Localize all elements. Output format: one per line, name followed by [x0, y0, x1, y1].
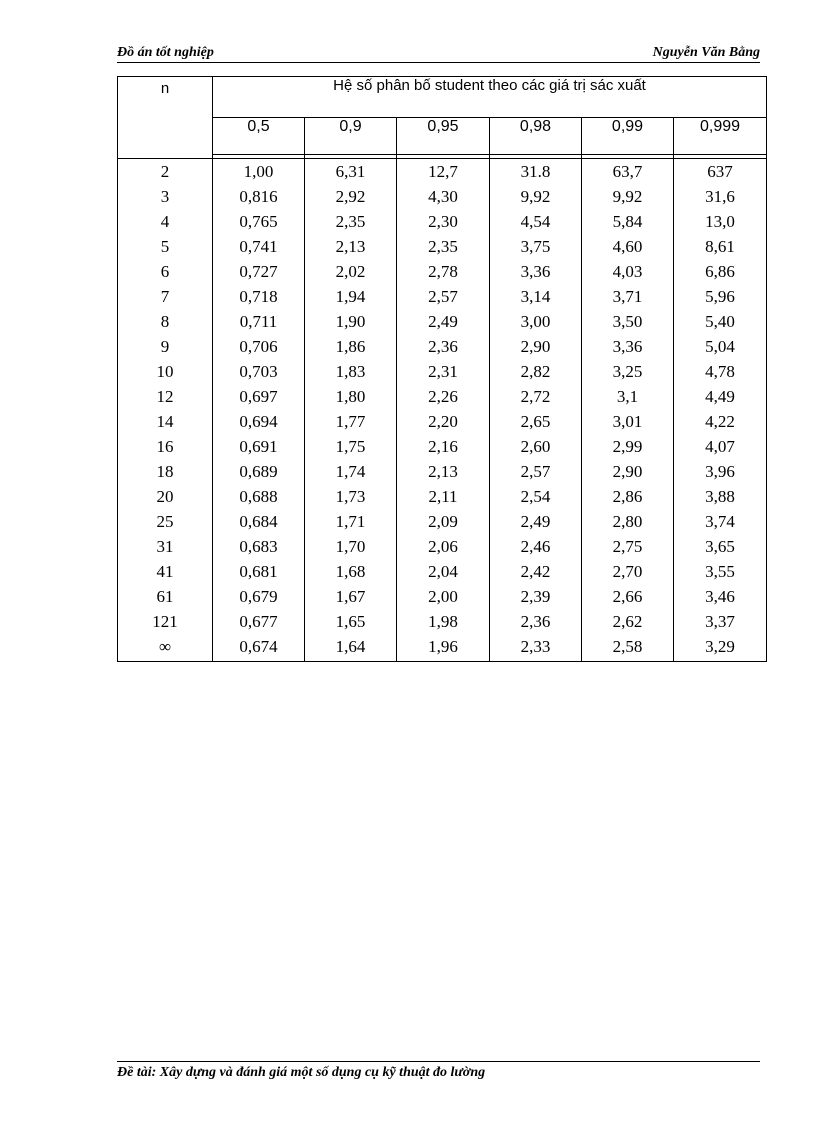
table-row [118, 334, 767, 359]
coefficient-cell: 0,677 [213, 609, 305, 634]
n-value-cell: 14 [118, 409, 213, 434]
coefficient-cell: 3,88 [674, 484, 767, 509]
probability-header: 0,5 [213, 118, 305, 155]
coefficient-cell: 2,54 [490, 484, 582, 509]
coefficient-cell: 31.8 [490, 159, 582, 185]
coefficient-cell: 2,26 [397, 384, 490, 409]
n-value-cell: 12 [118, 384, 213, 409]
n-value-cell: 8 [118, 309, 213, 334]
coefficient-cell: 2,65 [490, 409, 582, 434]
coefficient-cell: 1,83 [305, 359, 397, 384]
coefficient-cell: 0,703 [213, 359, 305, 384]
coefficient-cell: 0,816 [213, 184, 305, 209]
coefficient-cell: 3,01 [582, 409, 674, 434]
coefficient-cell: 2,13 [305, 234, 397, 259]
coefficient-cell: 0,718 [213, 284, 305, 309]
coefficient-cell: 3,55 [674, 559, 767, 584]
n-value-cell: 7 [118, 284, 213, 309]
coefficient-cell: 5,84 [582, 209, 674, 234]
coefficient-cell: 2,30 [397, 209, 490, 234]
table-row [118, 384, 767, 409]
coefficient-cell: 0,706 [213, 334, 305, 359]
table-row [118, 309, 767, 334]
coefficient-cell: 3,29 [674, 634, 767, 662]
coefficient-cell: 4,60 [582, 234, 674, 259]
n-column-header: n [118, 77, 213, 155]
coefficient-cell: 2,04 [397, 559, 490, 584]
coefficient-cell: 1,98 [397, 609, 490, 634]
table-row [118, 509, 767, 534]
coefficient-cell: 1,86 [305, 334, 397, 359]
coefficient-cell: 1,94 [305, 284, 397, 309]
table-row [118, 559, 767, 584]
coefficient-cell: 2,35 [305, 209, 397, 234]
coefficient-cell: 0,711 [213, 309, 305, 334]
coefficient-cell: 0,694 [213, 409, 305, 434]
coefficient-cell: 1,75 [305, 434, 397, 459]
coefficient-cell: 2,39 [490, 584, 582, 609]
coefficient-cell: 1,64 [305, 634, 397, 662]
n-value-cell: 5 [118, 234, 213, 259]
coefficient-cell: 5,40 [674, 309, 767, 334]
coefficient-cell: 3,14 [490, 284, 582, 309]
coefficient-cell: 0,741 [213, 234, 305, 259]
coefficient-cell: 2,00 [397, 584, 490, 609]
coefficient-cell: 2,57 [490, 459, 582, 484]
coefficient-cell: 2,62 [582, 609, 674, 634]
coefficient-cell: 0,689 [213, 459, 305, 484]
table-row [118, 359, 767, 384]
coefficient-cell: 13,0 [674, 209, 767, 234]
table-row [118, 534, 767, 559]
n-value-cell: 2 [118, 159, 213, 185]
n-value-cell: 16 [118, 434, 213, 459]
n-value-cell: 3 [118, 184, 213, 209]
table-row [118, 159, 767, 185]
coefficient-cell: 6,86 [674, 259, 767, 284]
coefficient-cell: 4,54 [490, 209, 582, 234]
coefficient-cell: 6,31 [305, 159, 397, 185]
coefficient-cell: 1,71 [305, 509, 397, 534]
student-distribution-table [117, 76, 767, 662]
coefficient-cell: 8,61 [674, 234, 767, 259]
coefficient-cell: 637 [674, 159, 767, 185]
table-row [118, 584, 767, 609]
coefficient-cell: 3,36 [490, 259, 582, 284]
probability-header: 0,95 [397, 118, 490, 155]
table-row [118, 184, 767, 209]
coefficient-cell: 3,71 [582, 284, 674, 309]
n-value-cell: ∞ [118, 634, 213, 662]
coefficient-cell: 2,86 [582, 484, 674, 509]
probability-header: 0,98 [490, 118, 582, 155]
coefficient-cell: 1,80 [305, 384, 397, 409]
probability-header: 0,999 [674, 118, 767, 155]
coefficient-cell: 3,1 [582, 384, 674, 409]
coefficient-cell: 1,73 [305, 484, 397, 509]
header-document-type: Đồ án tốt nghiệp [117, 45, 214, 60]
coefficient-cell: 2,90 [490, 334, 582, 359]
coefficient-cell: 3,25 [582, 359, 674, 384]
n-value-cell: 6 [118, 259, 213, 284]
table-row [118, 409, 767, 434]
n-value-cell: 41 [118, 559, 213, 584]
coefficient-cell: 2,58 [582, 634, 674, 662]
coefficient-cell: 3,00 [490, 309, 582, 334]
coefficient-cell: 1,70 [305, 534, 397, 559]
probability-header: 0,9 [305, 118, 397, 155]
coefficient-cell: 2,66 [582, 584, 674, 609]
coefficient-cell: 4,07 [674, 434, 767, 459]
coefficient-cell: 2,78 [397, 259, 490, 284]
coefficient-cell: 3,36 [582, 334, 674, 359]
coefficient-cell: 4,22 [674, 409, 767, 434]
coefficient-cell: 2,02 [305, 259, 397, 284]
coefficient-cell: 2,70 [582, 559, 674, 584]
coefficient-cell: 1,00 [213, 159, 305, 185]
coefficient-cell: 2,31 [397, 359, 490, 384]
coefficient-cell: 2,72 [490, 384, 582, 409]
coefficient-cell: 2,16 [397, 434, 490, 459]
coefficient-cell: 2,36 [397, 334, 490, 359]
table-row [118, 234, 767, 259]
table-row [118, 259, 767, 284]
coefficient-cell: 3,50 [582, 309, 674, 334]
coefficient-cell: 2,82 [490, 359, 582, 384]
coefficient-cell: 0,674 [213, 634, 305, 662]
coefficient-cell: 4,03 [582, 259, 674, 284]
coefficient-cell: 2,57 [397, 284, 490, 309]
coefficient-cell: 12,7 [397, 159, 490, 185]
coefficient-cell: 1,77 [305, 409, 397, 434]
table-row [118, 209, 767, 234]
coefficient-cell: 2,46 [490, 534, 582, 559]
table-row [118, 609, 767, 634]
coefficient-cell: 5,04 [674, 334, 767, 359]
coefficient-cell: 2,42 [490, 559, 582, 584]
n-value-cell: 25 [118, 509, 213, 534]
table-row [118, 284, 767, 309]
table-group-title: Hệ số phân bố student theo các giá trị sác xuất [213, 77, 767, 118]
coefficient-cell: 2,13 [397, 459, 490, 484]
coefficient-cell: 0,727 [213, 259, 305, 284]
coefficient-cell: 2,20 [397, 409, 490, 434]
coefficient-cell: 2,33 [490, 634, 582, 662]
n-value-cell: 61 [118, 584, 213, 609]
coefficient-cell: 0,688 [213, 484, 305, 509]
coefficient-cell: 3,96 [674, 459, 767, 484]
n-value-cell: 18 [118, 459, 213, 484]
coefficient-cell: 3,75 [490, 234, 582, 259]
coefficient-cell: 2,75 [582, 534, 674, 559]
coefficient-cell: 3,46 [674, 584, 767, 609]
coefficient-cell: 0,697 [213, 384, 305, 409]
table-row [118, 634, 767, 662]
coefficient-cell: 3,65 [674, 534, 767, 559]
coefficient-cell: 2,49 [490, 509, 582, 534]
coefficient-cell: 2,06 [397, 534, 490, 559]
table-body [118, 159, 767, 662]
coefficient-cell: 63,7 [582, 159, 674, 185]
footer-topic: Đề tài: Xây dựng và đánh giá một số dụng cụ kỹ thuật đo lường [117, 1065, 486, 1080]
coefficient-cell: 0,679 [213, 584, 305, 609]
n-value-cell: 121 [118, 609, 213, 634]
coefficient-cell: 31,6 [674, 184, 767, 209]
table-row [118, 459, 767, 484]
table-row [118, 434, 767, 459]
coefficient-cell: 2,49 [397, 309, 490, 334]
coefficient-cell: 1,67 [305, 584, 397, 609]
coefficient-cell: 4,78 [674, 359, 767, 384]
coefficient-cell: 0,681 [213, 559, 305, 584]
coefficient-cell: 1,74 [305, 459, 397, 484]
page-header [117, 42, 760, 63]
table-row [118, 484, 767, 509]
coefficient-cell: 2,99 [582, 434, 674, 459]
page-footer [117, 1061, 760, 1080]
n-value-cell: 31 [118, 534, 213, 559]
coefficient-cell: 1,90 [305, 309, 397, 334]
coefficient-cell: 2,09 [397, 509, 490, 534]
coefficient-cell: 2,92 [305, 184, 397, 209]
n-value-cell: 9 [118, 334, 213, 359]
coefficient-cell: 3,37 [674, 609, 767, 634]
probability-header: 0,99 [582, 118, 674, 155]
coefficient-cell: 1,65 [305, 609, 397, 634]
coefficient-cell: 2,90 [582, 459, 674, 484]
coefficient-cell: 0,684 [213, 509, 305, 534]
n-value-cell: 10 [118, 359, 213, 384]
coefficient-cell: 9,92 [490, 184, 582, 209]
coefficient-cell: 2,11 [397, 484, 490, 509]
coefficient-cell: 2,80 [582, 509, 674, 534]
coefficient-cell: 4,30 [397, 184, 490, 209]
coefficient-cell: 0,691 [213, 434, 305, 459]
coefficient-cell: 3,74 [674, 509, 767, 534]
coefficient-cell: 4,49 [674, 384, 767, 409]
coefficient-cell: 1,96 [397, 634, 490, 662]
coefficient-cell: 1,68 [305, 559, 397, 584]
coefficient-cell: 2,35 [397, 234, 490, 259]
coefficient-cell: 2,36 [490, 609, 582, 634]
coefficient-cell: 2,60 [490, 434, 582, 459]
coefficient-cell: 0,683 [213, 534, 305, 559]
coefficient-cell: 0,765 [213, 209, 305, 234]
coefficient-cell: 9,92 [582, 184, 674, 209]
coefficient-cell: 5,96 [674, 284, 767, 309]
n-value-cell: 4 [118, 209, 213, 234]
header-author: Nguyễn Văn Bằng [652, 45, 760, 60]
n-value-cell: 20 [118, 484, 213, 509]
